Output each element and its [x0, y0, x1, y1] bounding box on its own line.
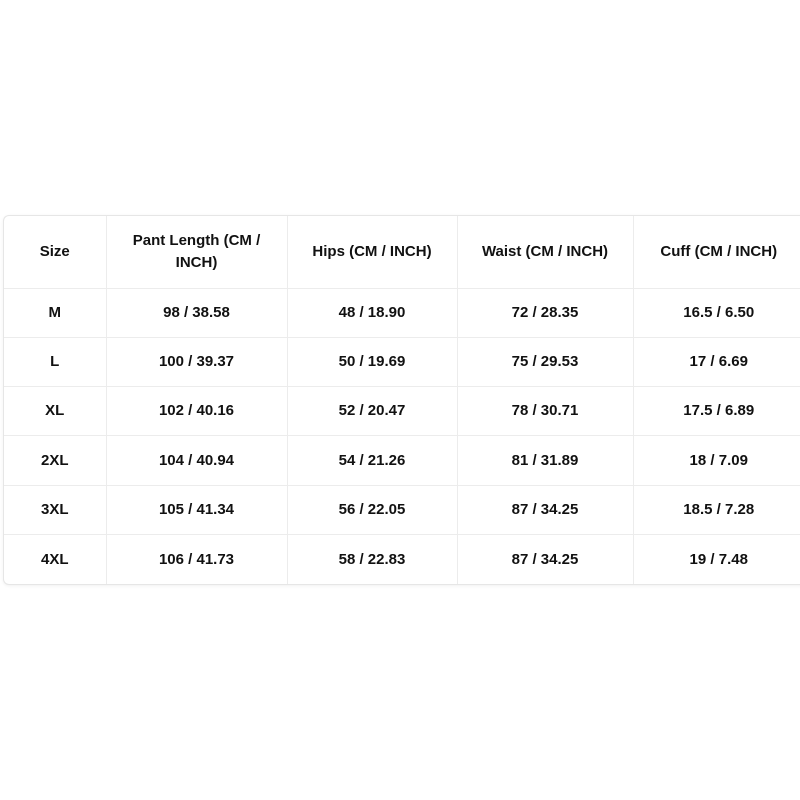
table-row: [4, 387, 800, 436]
header-row: [4, 216, 800, 288]
cell-size: 4XL: [4, 535, 106, 584]
table-row: [4, 436, 800, 485]
table-row: [4, 288, 800, 337]
cell-hips: 50 / 19.69: [287, 337, 457, 386]
cell-waist: 75 / 29.53: [457, 337, 633, 386]
cell-size: 2XL: [4, 436, 106, 485]
cell-cuff: 18 / 7.09: [633, 436, 800, 485]
size-chart-table: [3, 215, 800, 585]
cell-waist: 87 / 34.25: [457, 485, 633, 534]
header-waist: Waist (CM / INCH): [457, 216, 633, 288]
cell-waist: 81 / 31.89: [457, 436, 633, 485]
cell-size: 3XL: [4, 485, 106, 534]
cell-hips: 54 / 21.26: [287, 436, 457, 485]
cell-pant-length: 100 / 39.37: [106, 337, 287, 386]
table-row: [4, 535, 800, 584]
size-chart-grid: [4, 216, 800, 584]
cell-cuff: 18.5 / 7.28: [633, 485, 800, 534]
cell-hips: 56 / 22.05: [287, 485, 457, 534]
cell-waist: 87 / 34.25: [457, 535, 633, 584]
cell-cuff: 17.5 / 6.89: [633, 387, 800, 436]
cell-cuff: 19 / 7.48: [689, 550, 748, 568]
cell-cuff: 16.5 / 6.50: [633, 288, 800, 337]
cell-waist: 72 / 28.35: [457, 288, 633, 337]
cell-size: M: [4, 288, 106, 337]
cell-pant-length: 105 / 41.34: [106, 485, 287, 534]
cell-hips: 58 / 22.83: [287, 535, 457, 584]
header-pant-length: Pant Length (CM / INCH): [106, 216, 287, 288]
cell-hips: 48 / 18.90: [287, 288, 457, 337]
header-size: Size: [4, 216, 106, 288]
cell-pant-length: 102 / 40.16: [106, 387, 287, 436]
cell-pant-length: 104 / 40.94: [106, 436, 287, 485]
cell-hips: 52 / 20.47: [287, 387, 457, 436]
header-hips: Hips (CM / INCH): [287, 216, 457, 288]
cell-pant-length: 98 / 38.58: [106, 288, 287, 337]
cell-waist: 78 / 30.71: [457, 387, 633, 436]
table-row: [4, 337, 800, 386]
cell-size: L: [4, 337, 106, 386]
cell-cuff: 17 / 6.69: [633, 337, 800, 386]
cell-size: XL: [4, 387, 106, 436]
table-row: [4, 485, 800, 534]
cell-pant-length: 106 / 41.73: [106, 535, 287, 584]
header-cuff: Cuff (CM / INCH): [633, 216, 800, 288]
